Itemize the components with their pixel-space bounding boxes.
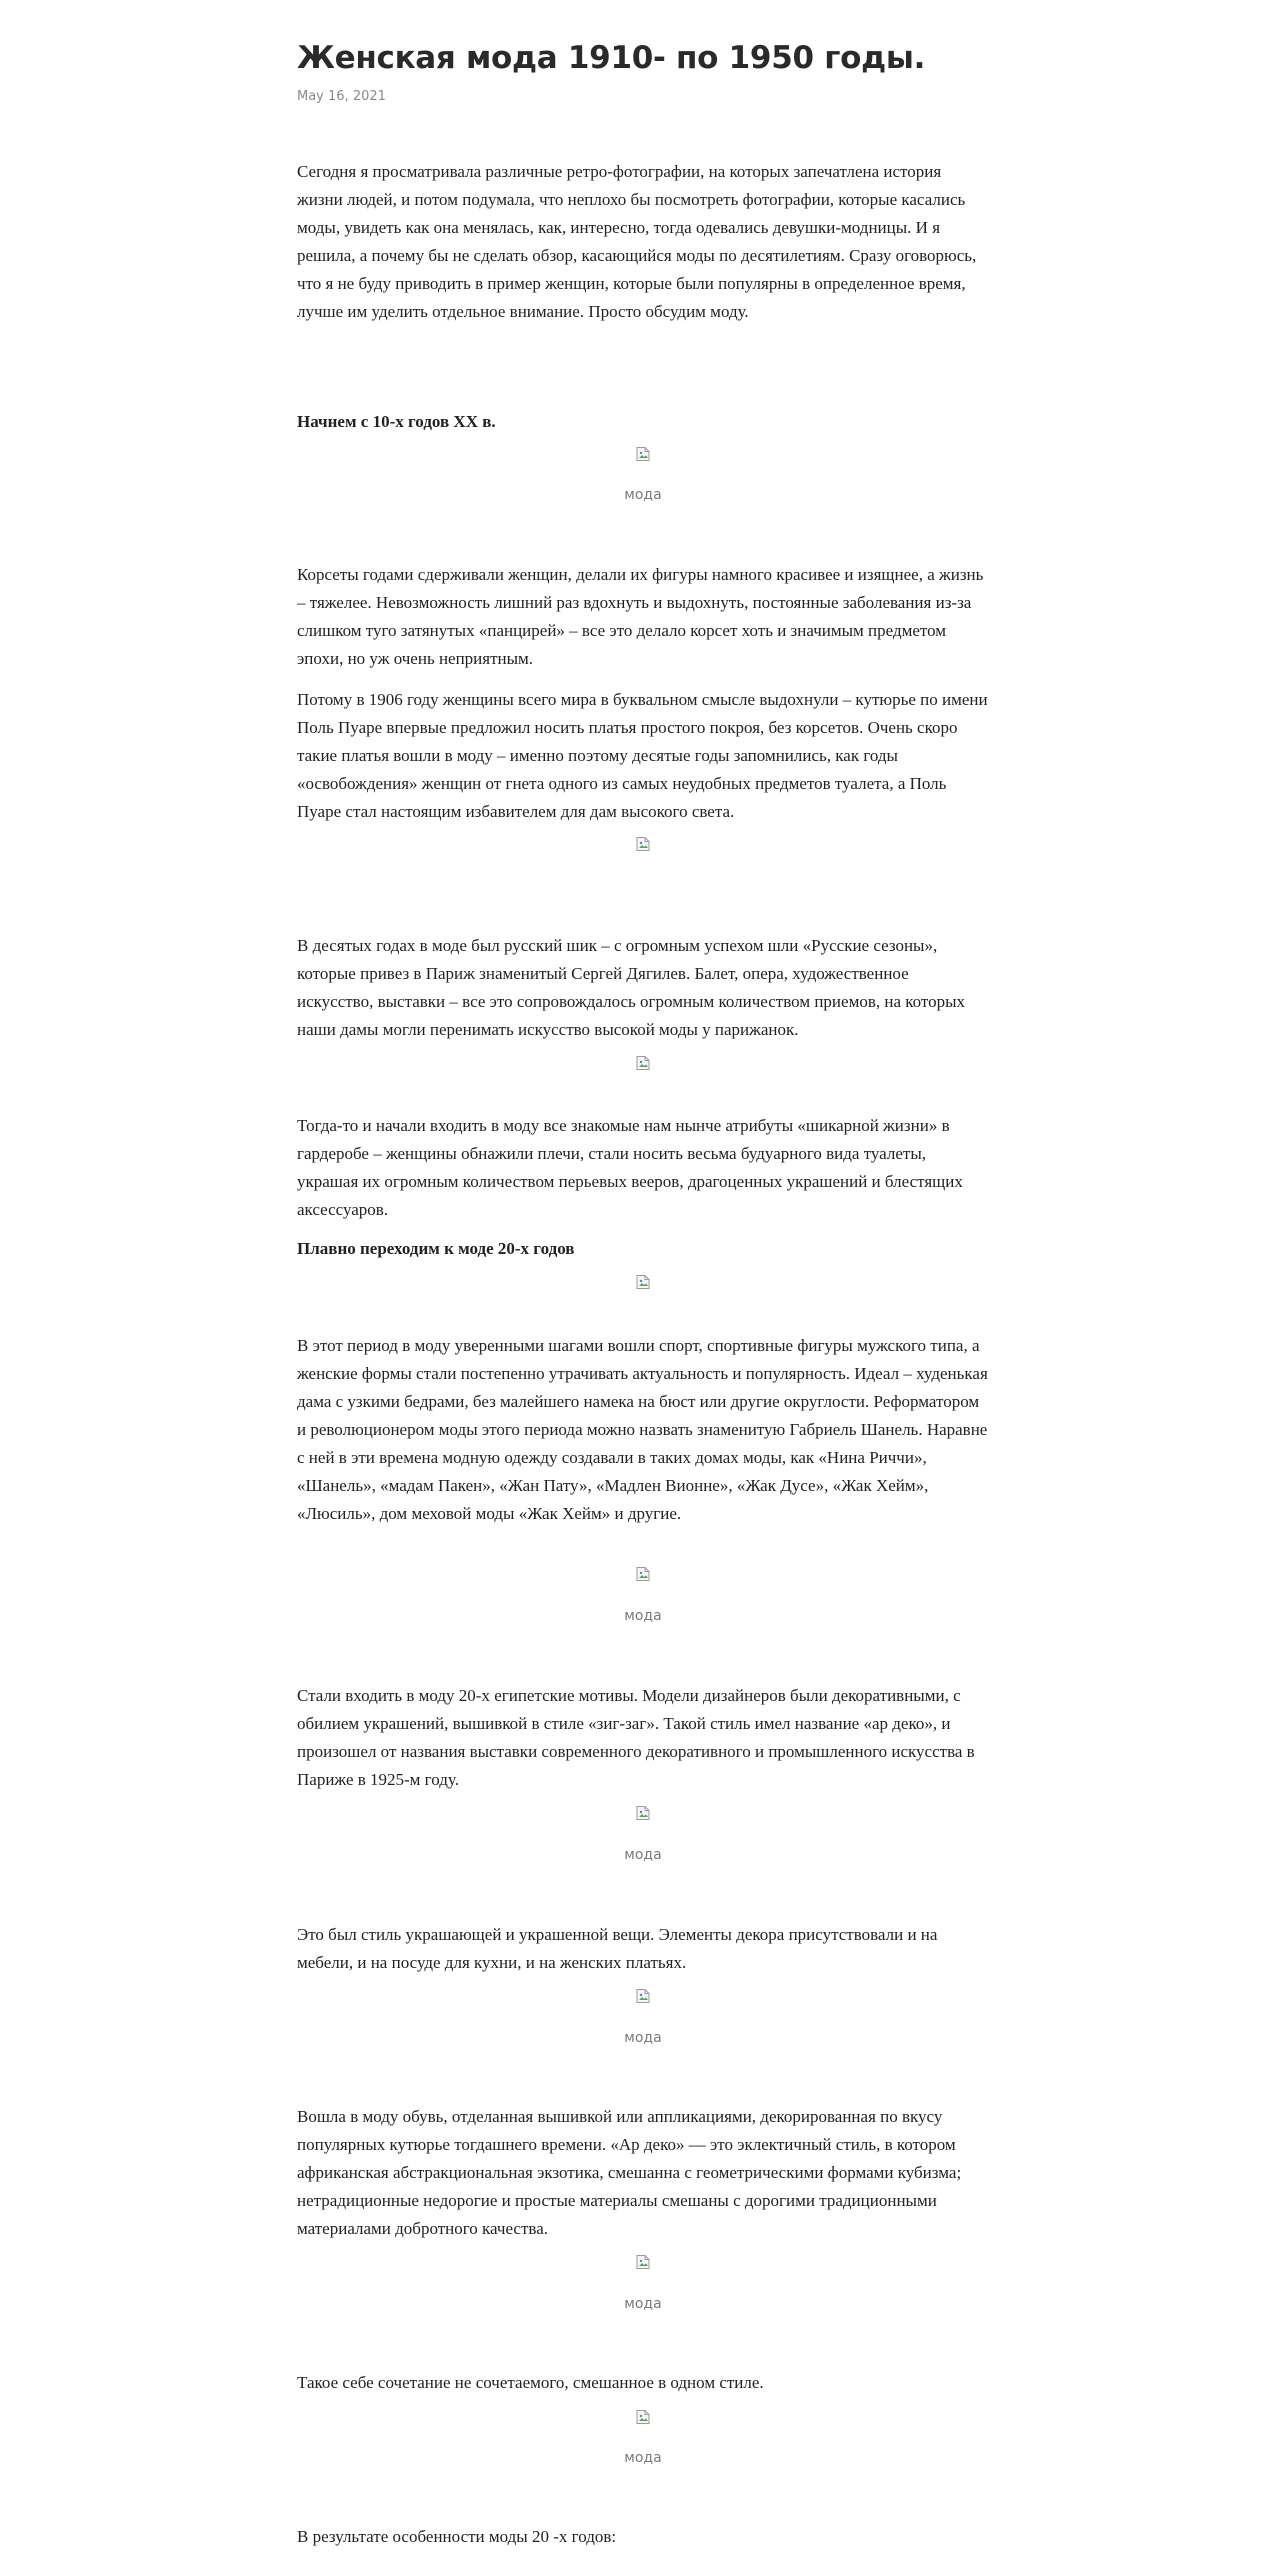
section-heading-1910s: Начнем с 10-х годов XX в. [297, 412, 496, 431]
image-caption: мода [624, 2030, 662, 2046]
paragraph-luxury-life: Тогда-то и начали входить в моду все знакомые нам нынче атрибуты «шикарной жизни» в гардеробе – женщины обнажили плечи, стали носить весьма будуарного вида туалеты, украшая их огромным количеством перьевых вееров, драгоценных украшений и блестящих аксессуаров. [297, 1116, 963, 1219]
image-caption: мода [624, 487, 662, 503]
publish-date: May 16, 2021 [297, 89, 386, 104]
broken-image-icon [635, 1274, 651, 1290]
broken-image-icon [635, 1805, 651, 1821]
paragraph-intro: Сегодня я просматривала различные ретро-фотографии, на которых запечатлена история жизни людей, и потом подумала, что неплохо бы посмотреть фотографии, которые касались моды, увидеть как она менялась, как, интересно, тогда одевались девушки-модницы. И я решила, а почему бы не сделать обзор, касающийся моды по десятилетиям. Сразу оговорюсь, что я не буду приводить в пример женщин, которые были популярны в определенное время, лучше им уделить отдельное внимание. Просто обсудим моду. [297, 162, 977, 321]
image-caption: мода [624, 2296, 662, 2312]
broken-image-icon [635, 2409, 651, 2425]
broken-image-icon [635, 1566, 651, 1582]
paragraph-combination: Такое себе сочетание не сочетаемого, смешанное в одном стиле. [297, 2373, 764, 2392]
section-heading-1920s: Плавно переходим к моде 20-х годов [297, 1239, 575, 1258]
broken-image-icon [635, 1988, 651, 2004]
image-caption: мода [624, 1608, 662, 1624]
broken-image-icon [635, 836, 651, 852]
image-caption: мода [624, 1847, 662, 1863]
paragraph-egyptian-motifs: Стали входить в моду 20-х египетские мотивы. Модели дизайнеров были декоративными, с обилием украшений, вышивкой в стиле «зиг-заг». Такой стиль имел название «ар деко», и произошел от названия выставки современного декоративного и промышленного искусства в Париже в 1925-м году. [297, 1686, 975, 1789]
image-caption: мода [624, 2450, 662, 2466]
paragraph-art-deco-shoes: Вошла в моду обувь, отделанная вышивкой или аппликациями, декорированная по вкусу популярных кутюрье тогдашнего времени. «Ар деко» — это эклектичный стиль, в котором африканская абстракциональная экзотика, смешанна с геометрическими формами кубизма; нетрадиционные недорогие и простые материалы смешаны с дорогими традиционными материалами добротного качества. [297, 2107, 962, 2238]
broken-image-icon [635, 1055, 651, 1071]
paragraph-results-1920s: В результате особенности моды 20 -х годов: [297, 2527, 617, 2546]
page-title: Женская мода 1910- по 1950 годы. [297, 40, 926, 76]
broken-image-icon [635, 446, 651, 462]
paragraph-corsets: Корсеты годами сдерживали женщин, делали их фигуры намного красивее и изящнее, а жизнь – тяжелее. Невозможность лишний раз вдохнуть и выдохнуть, постоянные заболевания из-за слишком туго затянутых «панцирей» – все это делало корсет хоть и значимым предметом эпохи, но уж очень неприятным. [297, 565, 984, 668]
paragraph-decor-style: Это был стиль украшающей и украшенной вещи. Элементы декора присутствовали и на мебели, и на посуде для кухни, и на женских платьях. [297, 1925, 938, 1972]
paragraph-poiret: Потому в 1906 году женщины всего мира в буквальном смысле выдохнули – кутюрье по имени Поль Пуаре впервые предложил носить платья простого покроя, без корсетов. Очень скоро такие платья вошли в моду – именно поэтому десятые годы запомнились, как годы «освобождения» женщин от гнета одного из самых неудобных предметов туалета, а Поль Пуаре стал настоящим избавителем для дам высокого света. [297, 690, 988, 821]
broken-image-icon [635, 2254, 651, 2270]
paragraph-sport-chanel: В этот период в моду уверенными шагами вошли спорт, спортивные фигуры мужского типа, а женские формы стали постепенно утрачивать актуальность и популярность. Идеал – худенькая дама с узкими бедрами, без малейшего намека на бюст или другие округлости. Реформатором и революционером моды этого периода можно назвать знаменитую Габриель Шанель. Наравне с ней в эти времена модную одежду создавали в таких домах моды, как «Нина Риччи», «Шанель», «мадам Пакен», «Жан Пату», «Мадлен Вионне», «Жак Дусе», «Жак Хейм», «Люсиль», дом меховой моды «Жак Хейм» и другие. [297, 1336, 988, 1523]
paragraph-russian-seasons: В десятых годах в моде был русский шик – с огромным успехом шли «Русские сезоны», которые привез в Париж знаменитый Сергей Дягилев. Балет, опера, художественное искусство, выставки – все это сопровождалось огромным количеством приемов, на которых наши дамы могли перенимать искусство высокой моды у парижанок. [297, 936, 966, 1039]
